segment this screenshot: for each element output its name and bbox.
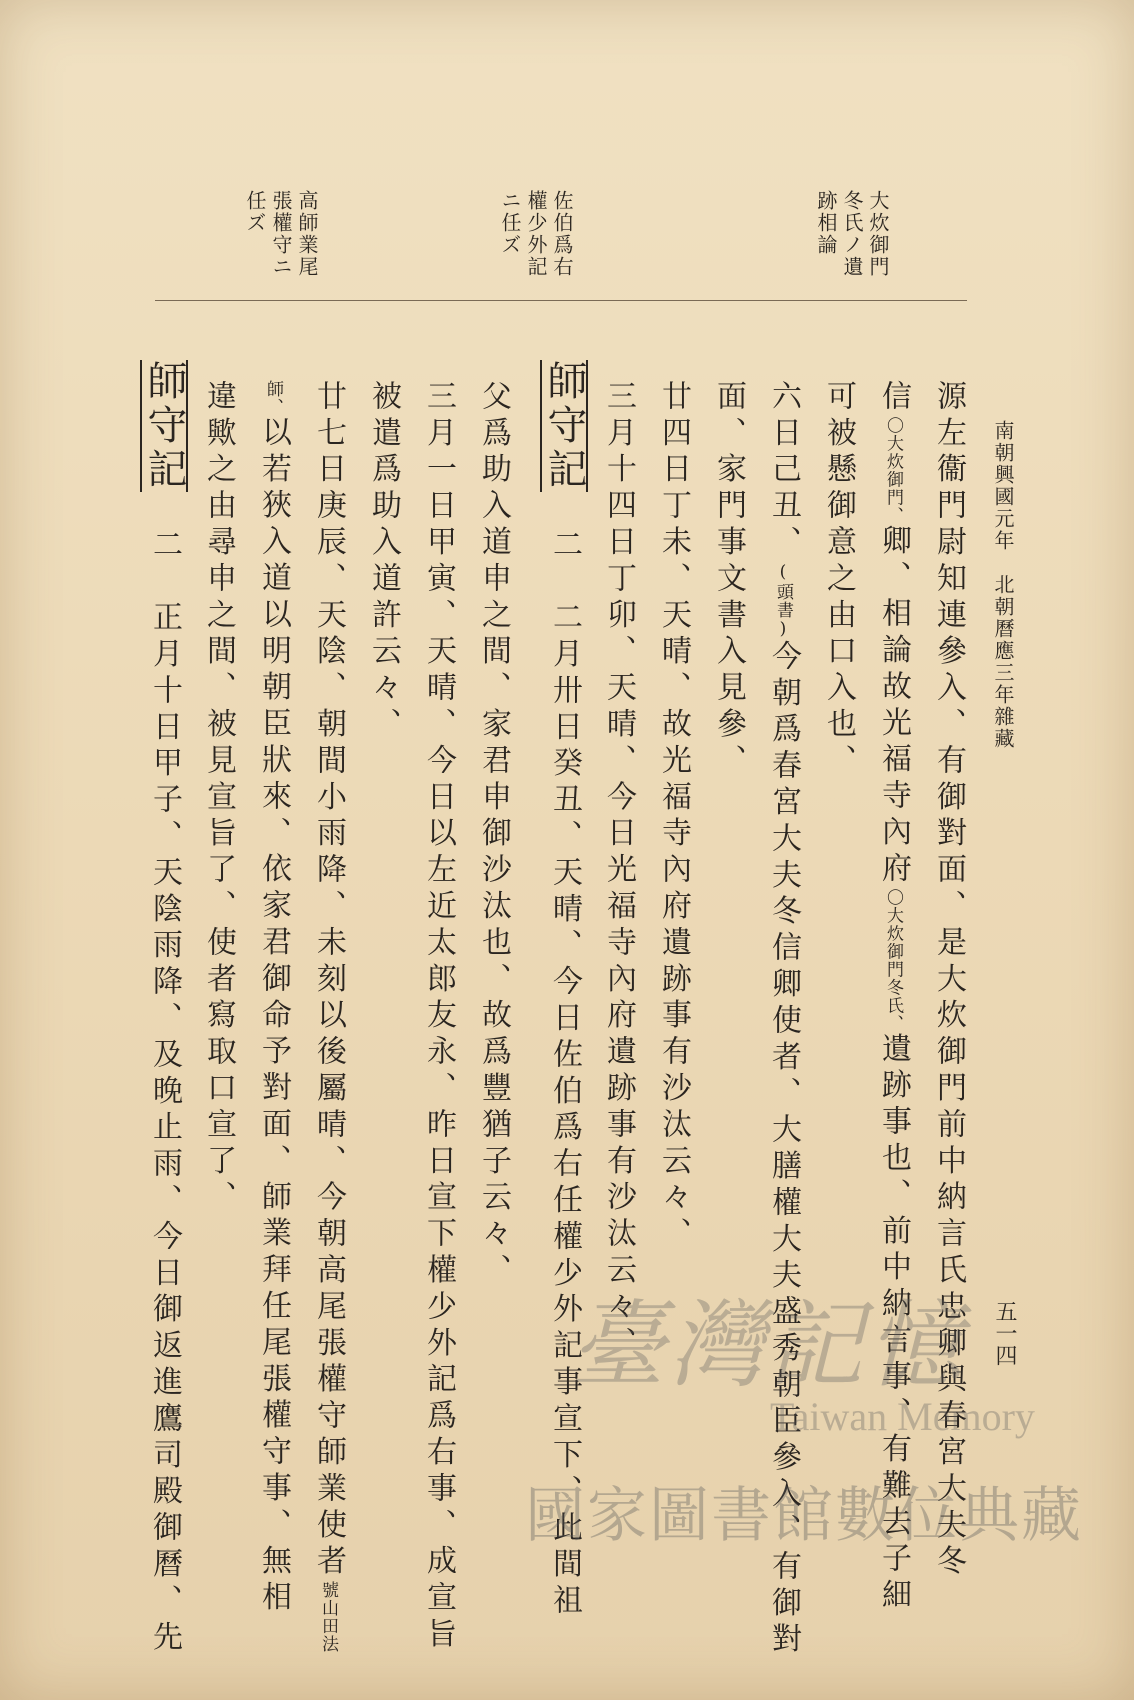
running-title: 南朝興國元年 北朝曆應三年雜藏 <box>991 420 1015 750</box>
margin-note-2-line3: ニ任ズ <box>498 190 522 256</box>
text-column-5: 面、家門事文書入見參、 <box>711 380 746 781</box>
text-column-9: 父爲助入道申之間、家君申御沙汰也、故爲豐猶子云々、 <box>476 380 511 1290</box>
text-column-2: 信〇大炊御門、卿、相論故光福寺內府〇大炊御門冬氏、遺跡事也、前中納言事、有難去子細 <box>876 380 911 1615</box>
text-column-6: 廿四日丁未、天晴、故光福寺內府遺跡事有沙汰云々、 <box>656 380 691 1254</box>
text-column-15: 師守記 二 正月十日甲子、天陰雨降、及晚止雨、今日御返進鷹司殿御曆、先 <box>141 360 187 1657</box>
inline-note: 〇大炊御門冬氏、 <box>883 888 903 1033</box>
source-label: 師守記 <box>141 360 187 492</box>
text-column-1: 源左衞門尉知連參入、有御對面、是大炊御門前中納言氏忠卿與春宮大夫冬 <box>931 380 966 1582</box>
text-column-4: 六日己丑、(頭書)今朝爲春宮大夫冬信卿使者、大膳權大夫盛秀朝臣參入、有御對 <box>766 380 801 1660</box>
text-column-10: 三月一日甲寅、天晴、今日以左近太郎友永、昨日宣下權少外記爲右事、成宣旨 <box>421 380 456 1654</box>
margin-note-3-line2: 張權守ニ <box>269 190 293 278</box>
inline-note: 號山田法 <box>318 1581 338 1654</box>
inline-note: 師、 <box>263 380 283 416</box>
watermark-english: Taiwan Memory <box>770 1394 1035 1439</box>
text-column-11: 被遣爲助入道許云々、 <box>366 380 401 744</box>
watermark-script: 臺灣記憶 <box>570 1291 967 1401</box>
margin-note-3: 高師業尾 <box>295 190 319 278</box>
header-divider <box>155 300 967 301</box>
watermark-chinese: 國家圖書館數位典藏 <box>525 1481 1083 1551</box>
margin-note-1: 大炊御門 <box>866 190 890 278</box>
text-column-3: 可被懸御意之由口入也、 <box>821 380 856 781</box>
margin-note-1-line2: 冬氏ノ遺 <box>840 190 864 278</box>
text-column-7: 三月十四日丁卯、天晴、今日光福寺內府遺跡事有沙汰云々、 <box>601 380 636 1363</box>
text-column-12: 廿七日庚辰、天陰、朝間小雨降、未刻以後屬晴、今朝高尾張權守師業使者號山田法 <box>311 380 346 1654</box>
inline-note: 〇大炊御門、 <box>883 416 903 525</box>
text-column-13: 師、以若狹入道以明朝臣狀來、依家君御命予對面、師業拜任尾張權守事、無相 <box>256 380 291 1618</box>
source-label: 師守記 <box>541 360 587 492</box>
margin-note-2: 佐伯爲右 <box>550 190 574 278</box>
page-number: 五一四 <box>992 1300 1017 1366</box>
headnote-mark: (頭書) <box>773 562 793 640</box>
text-column-8: 師守記 二 二月卅日癸丑、天晴、今日佐伯爲右任權少外記事宣下、此間祖 <box>541 360 587 1621</box>
text-column-14: 違歟之由尋申之間、被見宣旨了、使者寫取口宣了、 <box>201 380 236 1218</box>
margin-note-1-line3: 跡相論 <box>814 190 838 256</box>
margin-note-3-line3: 任ズ <box>243 190 267 234</box>
margin-note-2-line2: 權少外記 <box>524 190 548 278</box>
